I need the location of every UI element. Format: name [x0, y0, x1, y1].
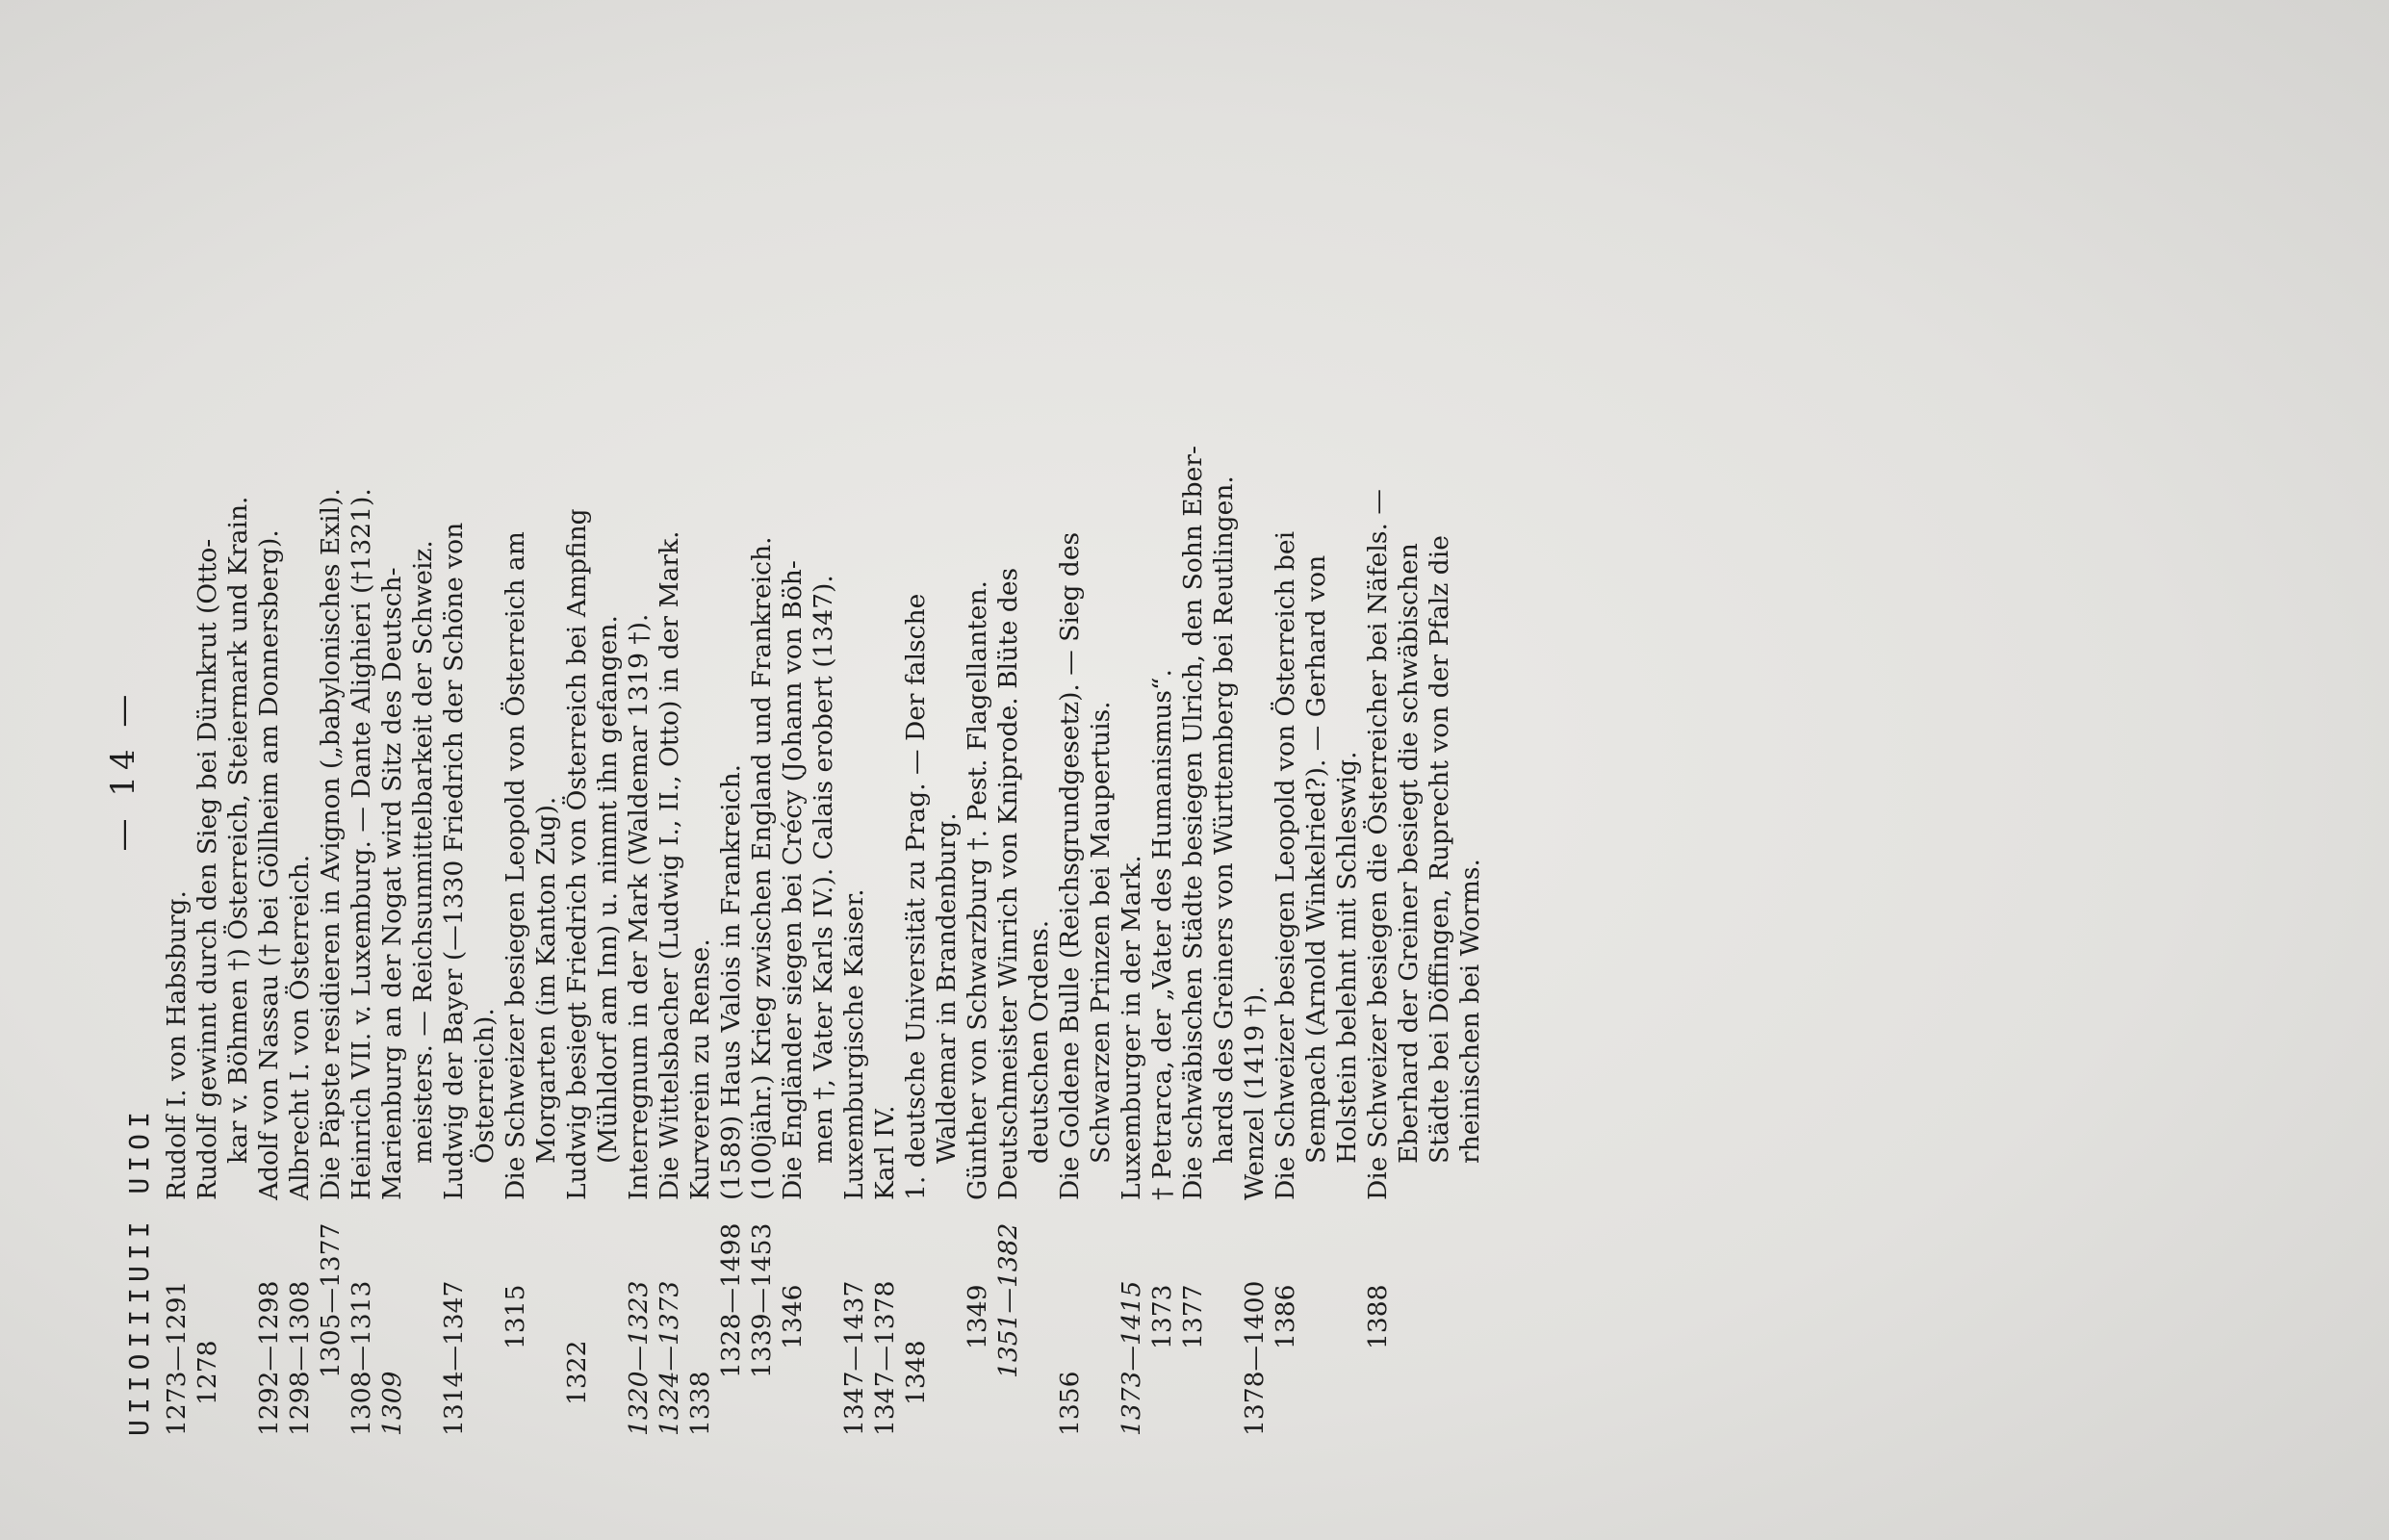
chronology-row [1086, 12, 1117, 1436]
chronology-row [685, 12, 716, 1436]
row-text: Adolf von Nassau († bei Göllheim am Donnersberg). [254, 529, 284, 1200]
row-text: rheinischen bei Worms. [1455, 859, 1485, 1164]
row-date: 1388 [1363, 1284, 1393, 1349]
chronology-row [747, 12, 778, 1436]
row-text: deutschen Ordens. [1024, 919, 1054, 1164]
row-date: 1315 [501, 1284, 530, 1349]
row-text: hards des Greiners von Württemberg bei Reutlingen. [1209, 475, 1239, 1164]
chronology-row [193, 12, 223, 1436]
row-text: Interregnum in der Mark (Waldemar 1319 †). [624, 613, 654, 1200]
row-text: Günther von Schwarzburg †. Pest. Flagellanten. [963, 580, 992, 1200]
row-date: 1314—1347 [439, 1280, 469, 1436]
chronology-row [1394, 12, 1425, 1436]
row-date: 1347—1437 [839, 1280, 869, 1436]
row-text: Albrecht I. von Österreich. [285, 854, 315, 1200]
row-date: 1348 [901, 1340, 931, 1405]
row-date: 1373—1415 [1117, 1280, 1146, 1436]
row-text: Die Schweizer besiegen die Österreicher bei Näfels. — [1363, 489, 1393, 1200]
row-date: 1373 [1147, 1284, 1177, 1349]
row-text: kar v. Böhmen †) Österreich, Steiermark und Krain. [223, 496, 253, 1164]
chronology-row [531, 12, 562, 1436]
row-text: Die schwäbischen Städte besiegen Ulrich, den Sohn Eber- [1178, 446, 1208, 1200]
chronology-row [470, 12, 501, 1436]
chronology-row [377, 12, 408, 1436]
row-date: 1278 [193, 1340, 222, 1405]
row-text: Luxemburger in der Mark. [1117, 855, 1146, 1200]
chronology-row [1271, 12, 1301, 1436]
chronology-row [901, 12, 932, 1436]
chronology-row [839, 12, 870, 1436]
chronology-row [316, 12, 347, 1436]
row-text: Eberhard der Greiner besiegt die schwäbischen [1394, 543, 1424, 1164]
row-date: 1338 [685, 1371, 715, 1436]
chronology-row [347, 12, 377, 1436]
chronology-row [1147, 12, 1178, 1436]
chronology-row [932, 12, 963, 1436]
row-date: 1356 [1055, 1371, 1085, 1436]
chronology-row [285, 12, 316, 1436]
row-text: Rudolf gewinnt durch den Sieg bei Dürnkrut (Otto- [193, 538, 222, 1200]
row-text: † Petrarca, der „Vater des Humanismus“. [1147, 669, 1177, 1200]
chronology-row [963, 12, 993, 1436]
row-date: 1298—1308 [285, 1280, 315, 1436]
row-date: 1346 [778, 1284, 808, 1349]
row-text: Holstein belehnt mit Schleswig. [1332, 751, 1362, 1164]
row-text: Kurverein zu Rense. [685, 938, 715, 1200]
row-date: 1351—1382 [993, 1222, 1023, 1378]
row-date: 1377 [1178, 1284, 1208, 1349]
row-date: 1386 [1271, 1284, 1300, 1349]
chronology-row [809, 12, 839, 1436]
chronology-row [562, 12, 593, 1436]
chronology-row [1240, 12, 1271, 1436]
chronology-row [1117, 12, 1147, 1436]
chronology-row [439, 12, 470, 1436]
row-date: 1378—1400 [1240, 1280, 1270, 1436]
row-text: Die Schweizer besiegen Leopold von Österreich am [501, 531, 530, 1200]
chronology-table [162, 12, 1486, 1436]
chronology-row [1425, 12, 1455, 1436]
row-date: 1292—1298 [254, 1280, 284, 1436]
row-text: Die Goldene Bulle (Reichsgrundgesetz). — Sieg des [1055, 531, 1085, 1200]
row-text: Morgarten (im Kanton Zug). [531, 796, 561, 1164]
row-date: 1320—1323 [624, 1280, 654, 1436]
row-date: 1347—1378 [870, 1280, 900, 1436]
row-text: Die Engländer siegen bei Crécy (Johann von Böh- [778, 560, 808, 1200]
row-date: 1273—1291 [162, 1280, 192, 1436]
chronology-row [1455, 12, 1486, 1436]
row-text: Städte bei Döffingen, Ruprecht von der Pfalz die [1425, 535, 1454, 1164]
row-text: Heinrich VII. v. Luxemburg. — Dante Alighieri (†1321). [347, 488, 376, 1200]
row-text: Sempach (Arnold Winkelried?). — Gerhard von [1301, 554, 1331, 1164]
chronology-row [1209, 12, 1240, 1436]
chronology-row [501, 12, 531, 1436]
row-text: Die Päpste residieren in Avignon („babylonisches Exil). [316, 488, 346, 1200]
chronology-row [1178, 12, 1209, 1436]
row-text: Die Wittelsbacher (Ludwig I., II., Otto) in der Mark. [655, 530, 684, 1200]
row-text: Wenzel (1419 †). [1240, 986, 1270, 1200]
row-text: Deutschmeister Winrich von Kniprode. Blüte des [993, 567, 1023, 1200]
row-date: 1324—1373 [655, 1280, 684, 1436]
row-text: Waldemar in Brandenburg. [932, 812, 962, 1164]
chronology-row [162, 12, 193, 1436]
chronology-row [655, 12, 685, 1436]
row-text: Ludwig der Bayer (—1330 Friedrich der Schöne von [439, 522, 469, 1200]
chronology-row [716, 12, 747, 1436]
row-text: 1. deutsche Universität zu Prag. — Der falsche [901, 593, 931, 1200]
row-text: Die Schweizer besiegen Leopold von Österreich bei [1271, 530, 1300, 1200]
row-text: Rudolf I. von Habsburg. [162, 890, 192, 1200]
chronology-row [993, 12, 1024, 1436]
chronology-row [870, 12, 901, 1436]
row-date: 1349 [963, 1284, 992, 1349]
row-text: (1589) Haus Valois in Frankreich. [716, 763, 746, 1200]
chronology-row [1024, 12, 1055, 1436]
row-text: men †, Vater Karls IV.). Calais erobert (1347). [809, 575, 838, 1164]
chronology-row [593, 12, 624, 1436]
row-text: Luxemburgische Kaiser. [839, 888, 869, 1200]
row-date: 1328—1498 [716, 1222, 746, 1378]
row-text: Karl IV. [870, 1105, 900, 1200]
row-text: Marienburg an der Nogat wird Sitz des Deutsch- [377, 567, 407, 1200]
chronology-row [408, 12, 439, 1436]
page-header-code: UIIOIIIUII UIOI [123, 1106, 155, 1436]
row-date: 1339—1453 [747, 1222, 777, 1378]
chronology-row [1301, 12, 1332, 1436]
chronology-row [1332, 12, 1363, 1436]
row-text: Österreich). [470, 1008, 500, 1164]
row-text: Ludwig besiegt Friedrich von Österreich bei Ampfing [562, 508, 592, 1200]
chronology-row [624, 12, 655, 1436]
chronology-row [1363, 12, 1394, 1436]
row-text: (100jähr.) Krieg zwischen England und Frankreich. [747, 536, 777, 1200]
row-date: 1322 [562, 1340, 592, 1405]
row-text: (Mühldorf am Inn) u. nimmt ihn gefangen. [593, 615, 623, 1164]
row-date: 1305—1377 [316, 1222, 346, 1378]
row-date: 1308—1313 [347, 1280, 376, 1436]
chronology-row [223, 12, 254, 1436]
chronology-row [254, 12, 285, 1436]
page-number: — 14 — [104, 688, 142, 852]
row-text: meisters. — Reichsunmittelbarkeit der Schweiz. [408, 540, 438, 1164]
row-text: Schwarzen Prinzen bei Maupertuis. [1086, 701, 1116, 1164]
chronology-row [1055, 12, 1086, 1436]
chronology-row [778, 12, 809, 1436]
row-date: 1309 [377, 1371, 407, 1436]
